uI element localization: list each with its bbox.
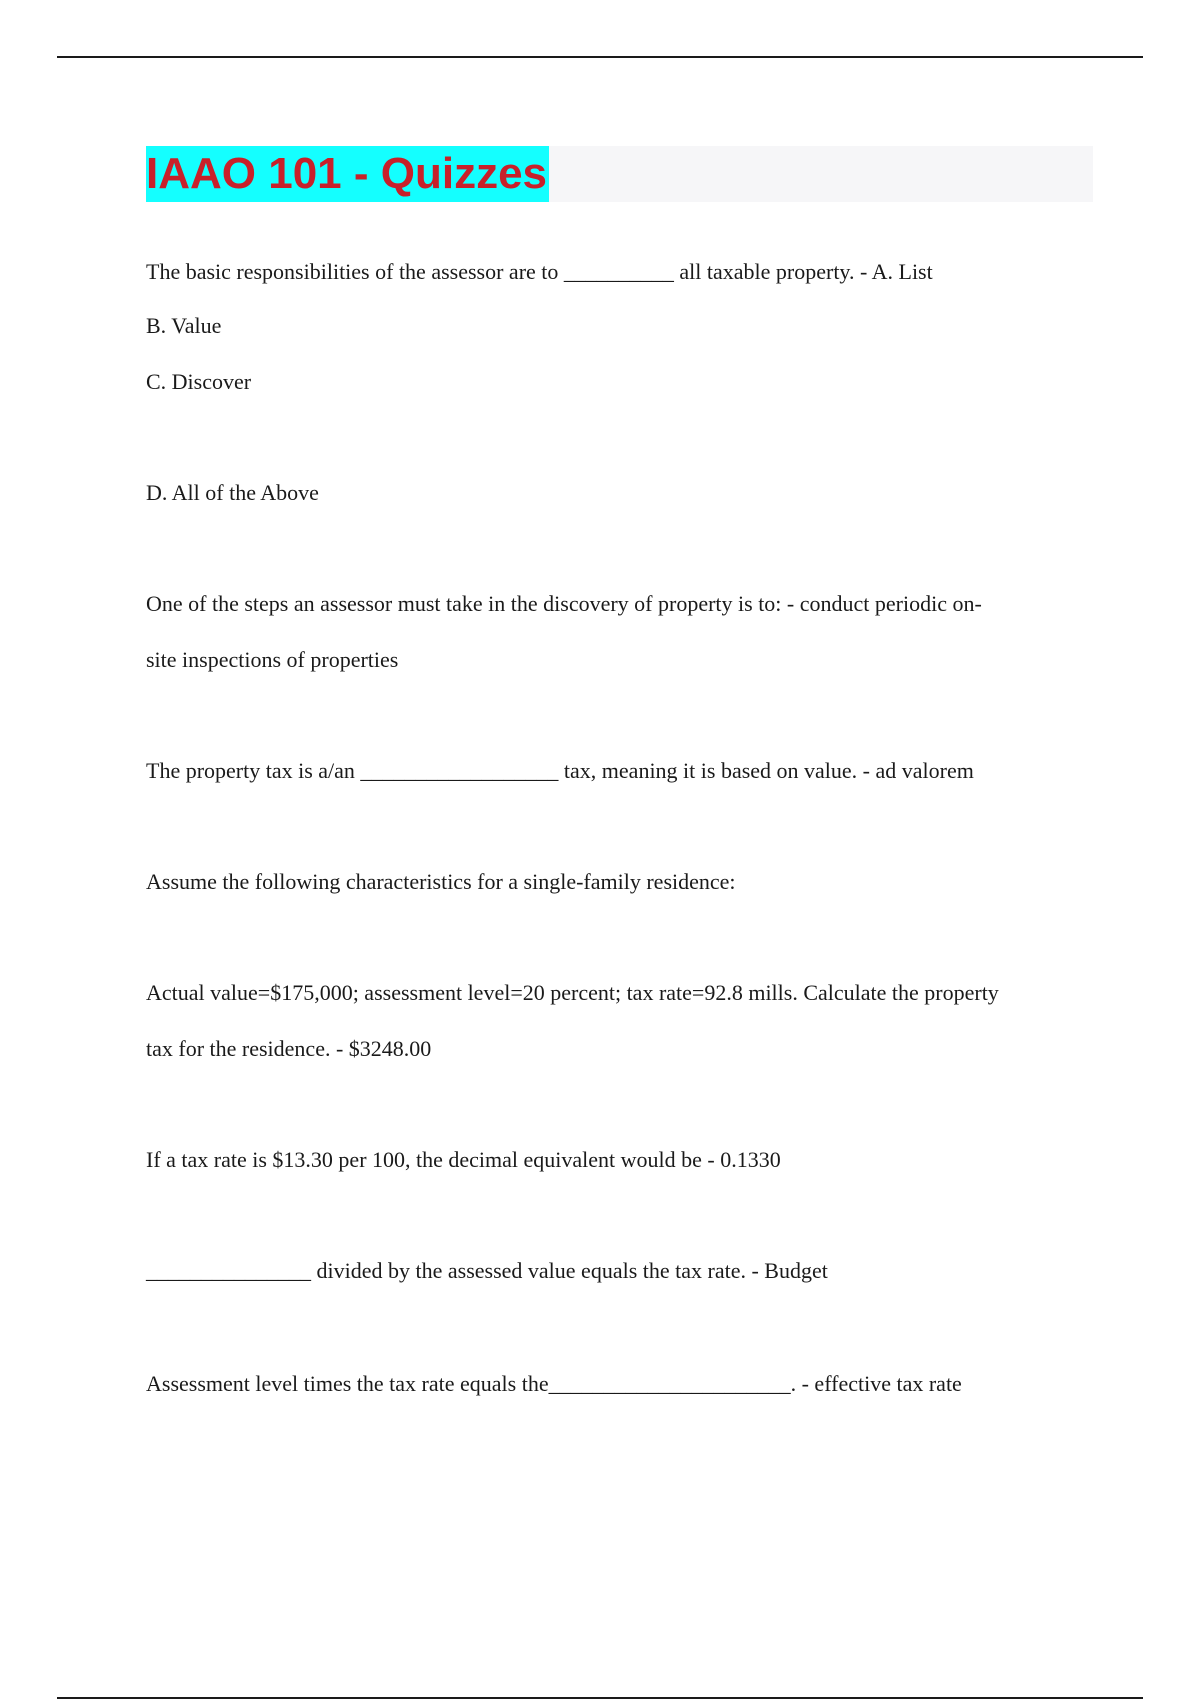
- question-1-text: The basic responsibilities of the assessor are to __________ all taxable property. - A. List: [146, 259, 933, 284]
- question-2-text-line-2: site inspections of properties: [146, 647, 399, 672]
- question-4-text-line-2: tax for the residence. - $3248.00: [146, 1036, 432, 1061]
- question-1-option-d: D. All of the Above: [146, 480, 319, 505]
- question-3-text: The property tax is a/an __________________ tax, meaning it is based on value. - ad valorem: [146, 758, 974, 783]
- question-1-option-b: B. Value: [146, 313, 222, 338]
- question-6-text: _______________ divided by the assessed value equals the tax rate. - Budget: [146, 1258, 828, 1283]
- question-5-text: If a tax rate is $13.30 per 100, the decimal equivalent would be - 0.1330: [146, 1147, 781, 1172]
- top-rule: [57, 56, 1143, 58]
- question-4-intro: Assume the following characteristics for a single-family residence:: [146, 869, 736, 894]
- bottom-rule: [57, 1697, 1143, 1699]
- question-2-text-line-1: One of the steps an assessor must take in the discovery of property is to: - conduct periodic on-: [146, 591, 982, 616]
- document-title: IAAO 101 - Quizzes: [146, 146, 549, 202]
- question-7-text: Assessment level times the tax rate equals the______________________. - effective tax rate: [146, 1371, 962, 1396]
- question-4-text-line-1: Actual value=$175,000; assessment level=20 percent; tax rate=92.8 mills. Calculate the property: [146, 980, 999, 1005]
- question-1-option-c: C. Discover: [146, 369, 252, 394]
